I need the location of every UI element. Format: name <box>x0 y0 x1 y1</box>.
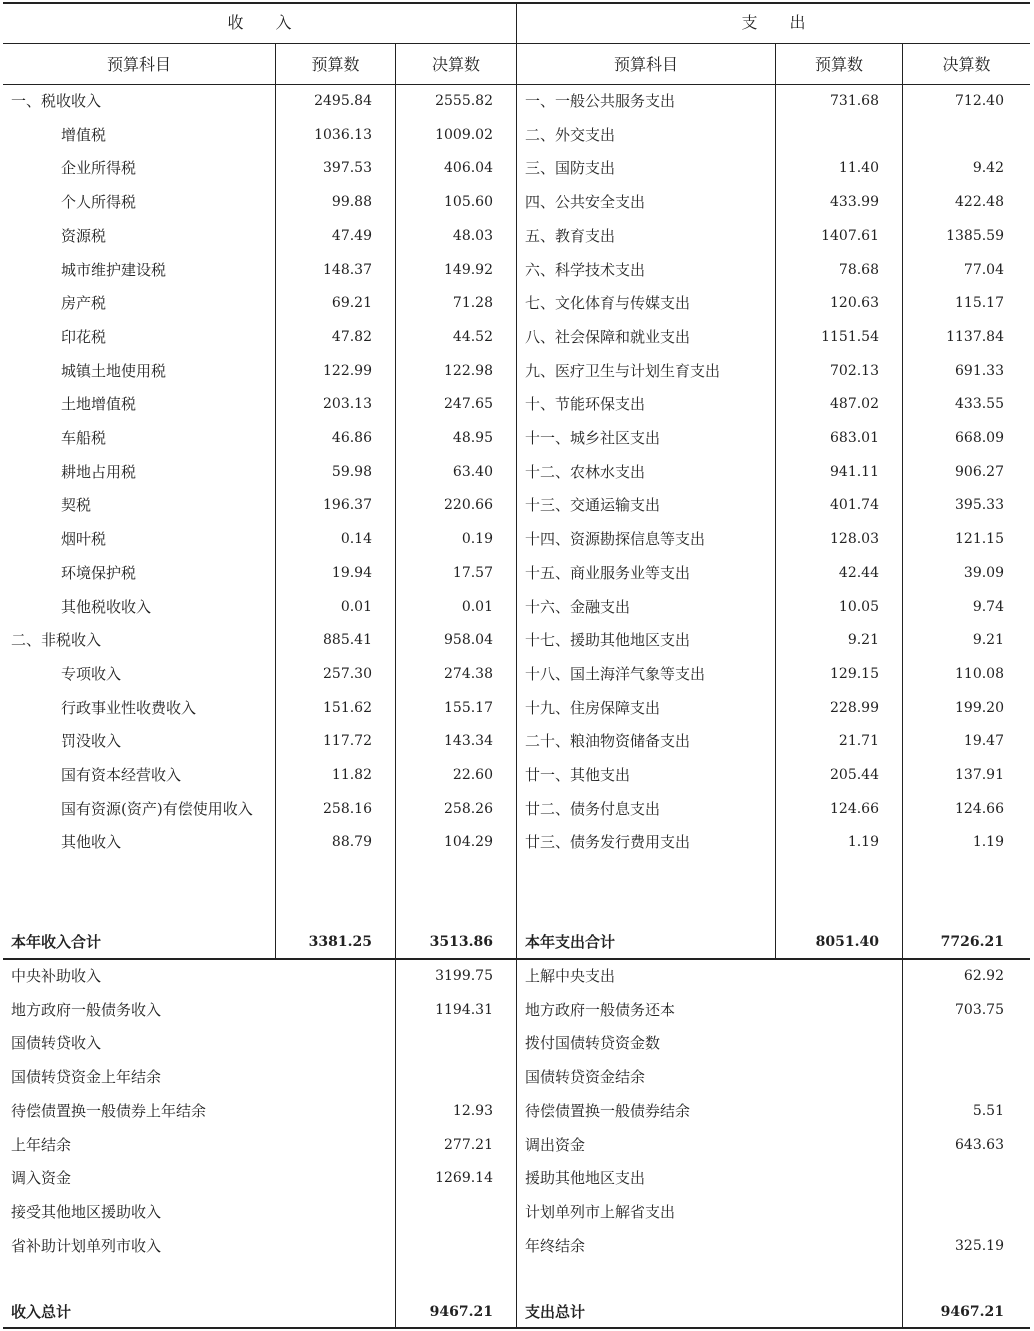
expense-final: 77.04 <box>963 261 1004 278</box>
income-final: 71.28 <box>452 295 493 312</box>
expense-col-item: 预算科目 <box>613 55 678 74</box>
income-budget: 885.41 <box>323 632 372 649</box>
expense-budget: 9.21 <box>847 632 879 649</box>
expense-item: 三、国防支出 <box>525 159 616 178</box>
income-final: 0.01 <box>461 598 493 615</box>
income-final: 1009.02 <box>435 126 493 143</box>
income-total-final: 9467.21 <box>429 1304 493 1320</box>
expense-subtotal-final: 7726.21 <box>940 934 1004 950</box>
income-title: 收 入 <box>227 13 292 32</box>
income-budget: 397.53 <box>323 160 372 177</box>
expense-item: 七、文化体育与传媒支出 <box>525 294 691 313</box>
income-item: 耕地占用税 <box>61 462 137 481</box>
transfer-income-final <box>396 1230 493 1263</box>
income-final: 44.52 <box>452 328 493 345</box>
expense-final: 124.66 <box>955 800 1004 817</box>
expense-final: 691.33 <box>955 362 1004 379</box>
transfer-income-item: 调入资金 <box>11 1169 72 1188</box>
transfer-income-final: 12.93 <box>452 1102 493 1119</box>
expense-final: 1.19 <box>972 834 1004 851</box>
income-item: 契税 <box>61 496 92 515</box>
income-budget: 88.79 <box>331 834 372 851</box>
expense-item: 十三、交通运输支出 <box>525 496 661 515</box>
transfer-income-final <box>396 1061 493 1094</box>
transfer-income-item: 中央补助收入 <box>11 967 102 985</box>
income-item: 资源税 <box>61 226 107 245</box>
transfer-income-final <box>396 1027 493 1060</box>
expense-item: 二十、粮油物资储备支出 <box>525 732 691 751</box>
transfer-expense-final: 5.51 <box>972 1102 1004 1119</box>
expense-final: 199.20 <box>955 699 1004 716</box>
expense-item: 五、教育支出 <box>525 226 616 245</box>
transfer-income-final: 1194.31 <box>435 1001 493 1018</box>
transfer-expense-final <box>903 1196 1004 1229</box>
income-final: 155.17 <box>444 699 493 716</box>
income-item: 二、非税收入 <box>11 631 102 650</box>
income-budget: 59.98 <box>331 463 372 480</box>
transfer-income-item: 国债转贷资金上年结余 <box>11 1068 162 1087</box>
income-final: 149.92 <box>444 261 493 278</box>
income-final: 258.26 <box>444 800 493 817</box>
budget-table <box>3 0 1030 1331</box>
expense-final <box>903 119 1004 152</box>
expense-budget: 487.02 <box>830 396 879 413</box>
income-item: 房产税 <box>61 294 107 313</box>
income-budget: 203.13 <box>323 396 372 413</box>
income-final: 0.19 <box>461 531 493 548</box>
transfer-expense-final: 325.19 <box>955 1237 1004 1254</box>
transfer-income-item: 待偿债置换一般债券上年结余 <box>11 1101 207 1120</box>
expense-budget: 21.71 <box>838 733 879 750</box>
expense-final: 668.09 <box>955 430 1004 446</box>
income-item: 一、税收收入 <box>11 92 102 110</box>
transfer-expense-final: 62.92 <box>963 968 1004 984</box>
transfer-income-item: 国债转贷收入 <box>11 1034 102 1053</box>
expense-final: 115.17 <box>955 295 1004 312</box>
expense-final: 9.21 <box>972 632 1004 649</box>
income-budget: 0.14 <box>340 531 372 548</box>
expense-final: 433.55 <box>955 396 1004 413</box>
expense-budget: 128.03 <box>830 531 879 548</box>
expense-item: 十八、国土海洋气象等支出 <box>525 664 706 683</box>
expense-budget: 1407.61 <box>821 227 879 244</box>
transfer-expense-item: 地方政府一般债务还本 <box>525 1000 676 1019</box>
income-subtotal-budget: 3381.25 <box>308 934 372 950</box>
transfer-income-item: 上年结余 <box>11 1135 72 1154</box>
expense-item: 十六、金融支出 <box>525 597 631 616</box>
transfer-expense-item: 待偿债置换一般债券结余 <box>525 1101 691 1120</box>
expense-subtotal-label: 本年支出合计 <box>525 933 616 951</box>
expense-final: 121.15 <box>955 531 1004 548</box>
expense-total-label: 支出总计 <box>525 1303 586 1321</box>
expense-budget: 205.44 <box>830 767 879 783</box>
expense-final: 19.47 <box>963 733 1004 750</box>
expense-final: 9.74 <box>972 598 1004 615</box>
expense-budget: 42.44 <box>838 564 879 581</box>
expense-item: 九、医疗卫生与计划生育支出 <box>525 361 721 380</box>
expense-item: 四、公共安全支出 <box>525 193 646 212</box>
expense-item: 一、一般公共服务支出 <box>525 92 676 110</box>
income-final: 143.34 <box>444 733 493 750</box>
transfer-income-item: 省补助计划单列市收入 <box>11 1236 162 1255</box>
income-item: 其他税收收入 <box>61 597 152 616</box>
income-total-label: 收入总计 <box>11 1303 72 1321</box>
income-budget: 19.94 <box>331 564 372 581</box>
income-final: 105.60 <box>444 194 493 211</box>
transfer-income-final: 277.21 <box>444 1136 493 1153</box>
expense-item: 廿一、其他支出 <box>525 766 631 784</box>
income-budget: 122.99 <box>323 362 372 379</box>
transfer-expense-final: 643.63 <box>955 1136 1004 1153</box>
income-final: 274.38 <box>444 665 493 682</box>
income-budget: 151.62 <box>323 699 372 716</box>
income-final: 22.60 <box>452 767 493 783</box>
income-final: 220.66 <box>444 497 493 514</box>
income-subtotal-final: 3513.86 <box>429 934 493 950</box>
expense-budget: 10.05 <box>838 598 879 615</box>
expense-budget: 228.99 <box>830 699 879 716</box>
income-item: 个人所得税 <box>61 193 137 212</box>
income-item: 企业所得税 <box>61 159 137 178</box>
expense-final: 1385.59 <box>946 227 1004 244</box>
transfer-expense-item: 国债转贷资金结余 <box>525 1068 646 1087</box>
income-final: 958.04 <box>444 632 493 649</box>
income-item: 专项收入 <box>61 664 122 683</box>
expense-budget: 1.19 <box>847 834 879 851</box>
income-final: 406.04 <box>444 160 493 177</box>
expense-budget: 129.15 <box>830 665 879 682</box>
income-budget: 196.37 <box>323 497 372 514</box>
income-budget: 11.82 <box>331 767 372 783</box>
transfer-expense-item: 上解中央支出 <box>525 967 616 985</box>
expense-budget: 433.99 <box>830 194 879 211</box>
income-budget: 99.88 <box>331 194 372 211</box>
expense-budget <box>776 119 879 152</box>
income-item: 增值税 <box>61 125 107 144</box>
expense-final: 39.09 <box>963 564 1004 581</box>
income-item: 其他收入 <box>61 833 122 852</box>
expense-item: 廿三、债务发行费用支出 <box>525 833 691 852</box>
center-divider <box>516 4 517 1328</box>
transfer-expense-final <box>903 1027 1004 1060</box>
expense-final: 395.33 <box>955 497 1004 514</box>
income-final: 2555.82 <box>435 93 493 109</box>
expense-col-budget: 预算数 <box>814 55 863 74</box>
expense-item: 八、社会保障和就业支出 <box>525 327 691 346</box>
income-item: 罚没收入 <box>61 732 122 751</box>
expense-total-final: 9467.21 <box>940 1304 1004 1320</box>
income-col-budget: 预算数 <box>311 55 360 74</box>
expense-item: 十、节能环保支出 <box>525 395 646 414</box>
expense-budget: 11.40 <box>838 160 879 177</box>
transfer-expense-final <box>903 1162 1004 1195</box>
income-item: 城镇土地使用税 <box>61 361 167 380</box>
transfer-expense-item: 年终结余 <box>525 1236 586 1255</box>
expense-col-final: 决算数 <box>942 55 991 74</box>
expense-item: 十九、住房保障支出 <box>525 698 661 717</box>
transfer-income-final: 3199.75 <box>435 968 493 984</box>
transfer-expense-final: 703.75 <box>955 1001 1004 1018</box>
income-item: 行政事业性收费收入 <box>61 698 197 717</box>
expense-final: 110.08 <box>955 665 1004 682</box>
income-budget: 117.72 <box>323 733 372 750</box>
expense-budget: 78.68 <box>838 261 879 278</box>
income-item: 车船税 <box>61 429 107 447</box>
income-item: 城市维护建设税 <box>61 260 167 279</box>
expense-budget: 124.66 <box>830 800 879 817</box>
expense-budget: 120.63 <box>830 295 879 312</box>
income-final: 104.29 <box>444 834 493 851</box>
transfer-expense-item: 调出资金 <box>525 1135 586 1154</box>
income-col-final: 决算数 <box>431 55 480 74</box>
income-item: 土地增值税 <box>61 395 137 414</box>
expense-budget: 1151.54 <box>821 328 879 345</box>
income-final: 122.98 <box>444 362 493 379</box>
expense-item: 十四、资源勘探信息等支出 <box>525 530 706 549</box>
expense-final: 712.40 <box>955 93 1004 109</box>
income-final: 17.57 <box>452 564 493 581</box>
expense-final: 422.48 <box>955 194 1004 211</box>
income-item: 烟叶税 <box>61 530 107 549</box>
transfer-income-item: 接受其他地区援助收入 <box>11 1202 162 1221</box>
expense-final: 906.27 <box>955 463 1004 480</box>
expense-item: 廿二、债务付息支出 <box>525 799 661 818</box>
income-subtotal-label: 本年收入合计 <box>11 933 102 951</box>
income-budget: 2495.84 <box>314 93 372 109</box>
transfer-expense-final <box>903 1061 1004 1094</box>
expense-budget: 702.13 <box>830 362 879 379</box>
expense-item: 十五、商业服务业等支出 <box>525 563 691 582</box>
income-budget: 1036.13 <box>314 126 372 143</box>
expense-item: 十二、农林水支出 <box>525 462 646 481</box>
expense-budget: 941.11 <box>830 463 879 480</box>
expense-title: 支 出 <box>741 13 806 32</box>
transfer-income-final: 1269.14 <box>435 1170 493 1187</box>
expense-subtotal-budget: 8051.40 <box>815 934 879 950</box>
income-item: 环境保护税 <box>61 563 137 582</box>
income-item: 国有资源(资产)有偿使用收入 <box>61 799 253 818</box>
expense-item: 六、科学技术支出 <box>525 260 646 279</box>
transfer-expense-item: 拨付国债转贷资金数 <box>525 1034 661 1053</box>
income-final: 247.65 <box>444 396 493 413</box>
income-budget: 47.49 <box>331 227 372 244</box>
transfer-income-final <box>396 1196 493 1229</box>
income-budget: 258.16 <box>323 800 372 817</box>
expense-budget: 683.01 <box>830 430 879 446</box>
expense-item: 二、外交支出 <box>525 125 616 144</box>
expense-final: 137.91 <box>955 767 1004 783</box>
income-budget: 148.37 <box>323 261 372 278</box>
income-final: 48.95 <box>452 430 493 446</box>
income-budget: 46.86 <box>331 430 372 446</box>
income-budget: 257.30 <box>323 665 372 682</box>
income-col-item: 预算科目 <box>106 55 171 74</box>
transfer-income-item: 地方政府一般债务收入 <box>11 1000 162 1019</box>
income-budget: 0.01 <box>340 598 372 615</box>
expense-item: 十七、援助其他地区支出 <box>525 631 691 650</box>
income-budget: 69.21 <box>331 295 372 312</box>
income-budget: 47.82 <box>331 328 372 345</box>
expense-budget: 401.74 <box>830 497 879 514</box>
expense-budget: 731.68 <box>830 93 879 109</box>
income-item: 国有资本经营收入 <box>61 766 182 784</box>
transfer-expense-item: 援助其他地区支出 <box>525 1169 646 1188</box>
expense-final: 9.42 <box>972 160 1004 177</box>
income-item: 印花税 <box>61 327 107 346</box>
transfer-expense-item: 计划单列市上解省支出 <box>525 1202 676 1221</box>
expense-final: 1137.84 <box>946 328 1004 345</box>
expense-item: 十一、城乡社区支出 <box>525 429 661 447</box>
income-final: 48.03 <box>452 227 493 244</box>
income-final: 63.40 <box>452 463 493 480</box>
